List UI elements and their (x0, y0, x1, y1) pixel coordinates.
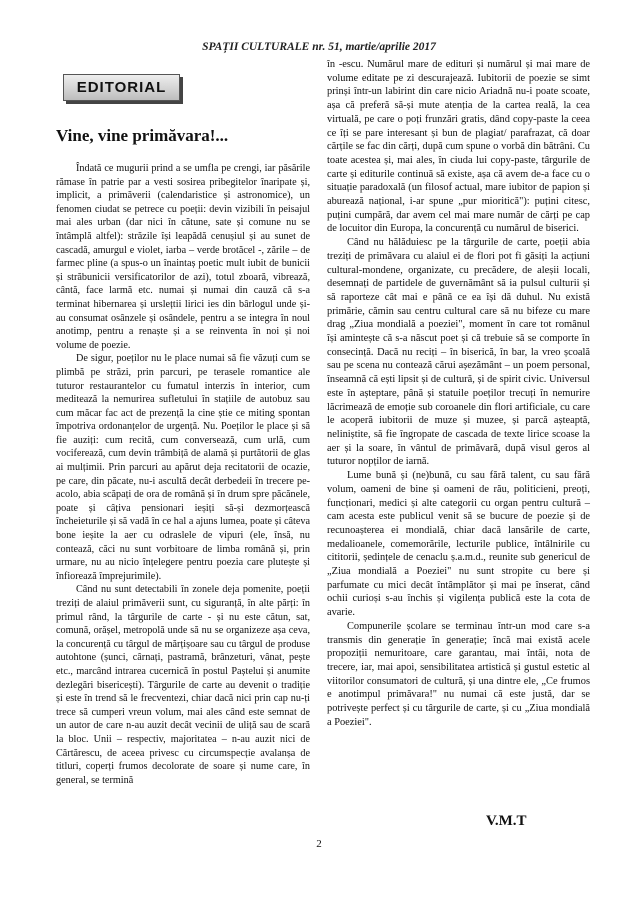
paragraph: în -escu. Numărul mare de edituri și numărul și mai mare de volume editate pe zi descurajează. Iubitorii de poezie se simt prinși într-un labirint din care nicio Ariadnă nu-i poate scoate, așa că preferă să-și mute atenția de la cartea reală, la cea virtuală, pe care o poți frunzări gratis, dând copy-paste la ceea ce îți se pare interesant și bun de plagiat/ parafrazat, că doar cărțile se fac din cărți, după cum spune o vorbă din bătrâni. Cu toate acestea și, mai ales, în ciuda lui copy-paste, târgurile de carte și editurile continuă să existe, așa că avem de-a face cu o situație paradoxală (un filosof actual, mare iubitor de papion și aburează național, i-ar spune „pur mioritică"): puțini citesc, puțini cumpără, dar avem cel mai mare număr de cărți pe cap de locuitor din Europa, la concurență cu numărul de biserici. (327, 59, 590, 235)
paragraph: De sigur, poeților nu le place numai să fie văzuți cum se plimbă pe străzi, prin parcuri, pe terasele romantice ale tuturor restaurantelor cu fumatul interzis în interior, cum meditează la nemurirea sufletului în stațiile de autobuz sau cum măcar fac act de prezență la cine știe ce miting spontan împotriva ordonanțelor de urgență. Nu. Poeților le place și să fie auziți: cum recită, cum conversează, cum urlă, cum vociferează, cum devin trâmbiță de alamă și purtătorii de glas ai mulțimii. Prin parcuri au apărut deja recitatorii de ocazie, pe care, din păcate, nu-i ascultă decât derbedeii în trecere pe-acolo, abia scăpați de ora de română și în drum spre păcănele, poate și câțiva pensionari ieșiți să-și dezmorțească încheieturile și să vadă în ce hal a ajuns lumea, poate și câteva bone ieșite la aer cu odraslele de vipuri (ele, însă, nu contează, căci nu sunt vorbitoare de limba română și, prin urmare, nu au nicio înțelegere pentru poezia care plutește și înfiorează împrejurimile). (56, 353, 310, 582)
paragraph: Compunerile școlare se terminau într-un mod care s-a transmis din generație în generație; încă mai există acele propoziții nemuritoare, care garantau, mai întâi, nota de trecere, iar, mai apoi, sensibilitatea artistică și gustul estetic al viitorilor consumatori de cultură, și una dintre ele, „Ce frumos e anotimpul primăvara!" nu numai că este justă, dar se potrivește perfect și cu târgurile de carte, și cu „Ziua mondială a Poeziei". (327, 620, 590, 728)
paragraph: Când nu sunt detectabili în zonele deja pomenite, poeții treziți de alaiul primăverii sunt, cu siguranță, în alte părți: în primul rând, la târgurile de carte - și nu este cătun, sat, comună, orășel, metropolă unde să nu se organizeze așa ceva, la concurență cu târgul de mărțișoare sau cu târgul de produse autohtone (șunci, cârnați, pastramă, brânzeturi, vânat, pește etc., marcând intrarea cucernică în postul Paștelui și anumite dezlegări bisericești). Târgurile de carte au devenit o tradiție și este în trend să le frecventezi, chiar dacă nici prin cap nu-ți trece să cumperi vreun volum, mai ales când este semnat de un autor de care n-au auzit decât vecinii de uliță sau de scară la bloc. Unii – respectiv, majoritatea – n-au auzit nici de Cărtărescu, de aceea privesc cu circumspecție avalanșa de titluri, coperți frumos decolorate de soare și nume care, în general, se termină (56, 584, 310, 786)
right-text (327, 58, 590, 729)
section-badge (63, 74, 185, 106)
page-header: SPAȚII CULTURALE nr. 51, martie/aprilie 2017 (202, 41, 436, 53)
page-number: 2 (316, 838, 322, 850)
section-badge-label: EDITORIAL (63, 74, 180, 101)
paragraph: Lume bună și (ne)bună, cu sau fără talent, cu sau fără volum, oameni de bine și oameni de rău, politicieni, preoți, funcționari, medici și alte categorii cu organ pentru cultură – cam acesta este publicul venit să se bucure de poezie și de recunoașterea ei mondială, chiar dacă lansările de carte, medalioanele, comemorările, lecturile publice, întâlnirile cu cititorii, ședințele de cenaclu ș.a.m.d., reunite sub genericul de „Ziua mondială a Poeziei" nu sunt stropite cu bere și parfumate cu mici decât întâmplător și mai pe înserat, când ochii curioși s-au închis și vigilența publică este la cota de avarie. (327, 470, 590, 619)
author-signature: V.M.T (486, 813, 527, 829)
left-text (56, 162, 310, 787)
left-column (56, 62, 310, 787)
article-title: Vine, vine primăvara!... (56, 126, 229, 145)
paragraph: Îndată ce mugurii prind a se umfla pe crengi, iar păsările rămase în patrie par a vesti sosirea pribegitelor înaripate și, implicit, a primăverii (calendaristice și astronomice), un fenomen ciudat se petrece cu poeții: devin vizibili în peisajul mai ales urban (dar nici în cătune, sate și comune nu se întâmplă altfel): străzile își leapădă cenușiul și au sunet de cascadă, amurgul e violet, iarba – verde brotăcel -, zările – de farmec pline (a spus-o un înaintaș poetic mult iubit de bunicii și străbunicii versificatorilor de azi), totul zboară, vibrează, cântă, face larmă etc. numai și numai din cauză că s-a terminat hibernarea și urslețtii lirici ies din bârlogul unde și-au consumat osânzele și osândele, pentru a se integra în noul anotimp, pentru a renaște și a se reinventa în noi și noi volume de poezie. (56, 163, 310, 351)
paragraph: Când nu hălăduiesc pe la târgurile de carte, poeții abia treziți de primăvara cu alaiul ei de flori pot fi găsiți la acțiuni cultural-mondene, organizate, cu precădere, de aleșii locali, desemnați de partidele de guvernământ să ia pulsul culturii și să raporteze cât mai e până ce ea își dă duhul. Nu există primărie, cămin sau centru cultural care să nu bifeze cu mare drag „Ziua mondială a poeziei", moment în care tot românul își amintește că s-a născut poet și că trebuie să se comporte în consecință. Dacă nu reciți – în biserică, în bar, la vreo școală sau pe scena nu contează cărui așezământ – un poem personal, înseamnă că ești lipsit și de cultură, și de spirit civic. Universul este în așteptare, până și statuile poeților trecuți în nemurire lăcrimează de emoție sub coroanele din flori artificiale, cu care le acoperă iubitorii de muze și muzee, și parcă așteaptă, neliniștite, să fie îngropate de cascada de texte lirice scoase la aer și la soare, în vântul de primăvară, după visul geros al tuturor nopților de iarnă. (327, 237, 590, 468)
right-column (327, 58, 590, 729)
